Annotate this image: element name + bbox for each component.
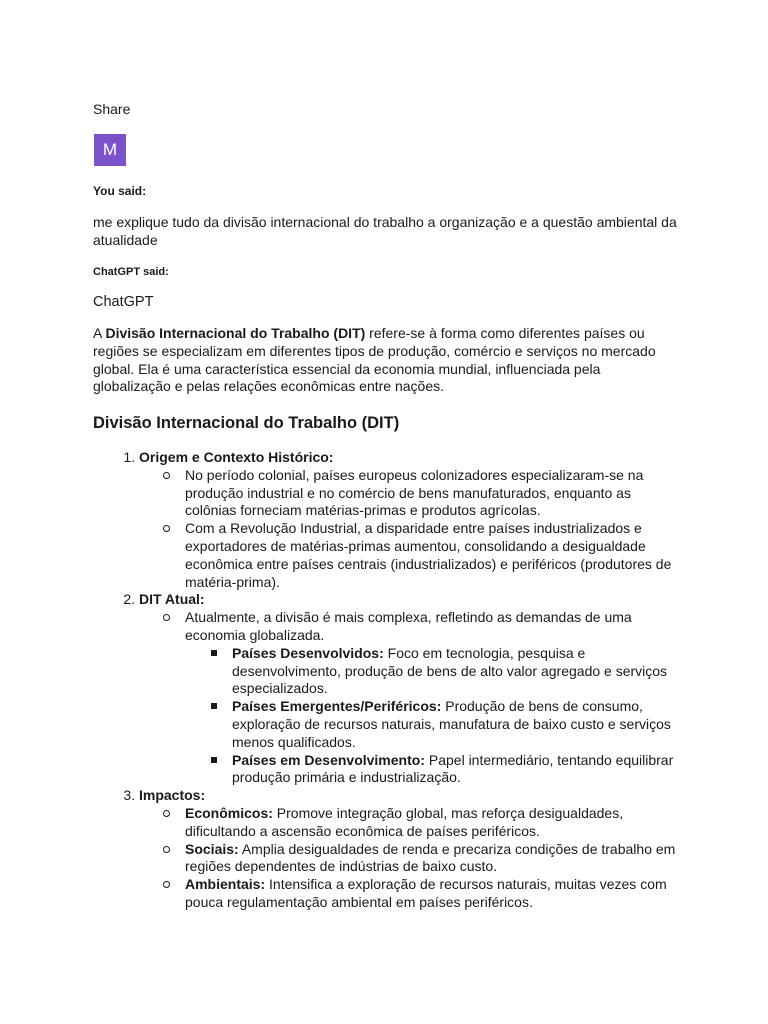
- list-item-bold: Ambientais:: [185, 876, 266, 893]
- chatgpt-said-label: ChatGPT said:: [93, 266, 169, 278]
- list-item: Com a Revolução Industrial, a disparidade entre países industrializados e exportadores de matérias-primas aumentou, consolidando a desigualdade econômica entre países centrais (industrializados) e periféricos (produtores de matéria-prima).: [185, 520, 683, 591]
- list-item-bold: Países Desenvolvidos:: [232, 644, 384, 661]
- sublist-origem: [139, 467, 683, 592]
- sublist-impactos: [139, 805, 683, 912]
- list-item-bold: Países Emergentes/Periféricos:: [232, 698, 442, 715]
- list-item: [232, 752, 683, 788]
- list-item-text: Amplia desigualdades de renda e precariza condições de trabalho em regiões dependentes de indústrias de baixo custo.: [185, 840, 676, 875]
- intro-pre: A: [93, 325, 106, 341]
- intro-post: refere-se à forma como diferentes países ou regiões se especializam em diferentes tipos de produção, comércio e serviços no mercado global. Ela é uma característica essencial da economia mundial, influenciada pela globalização e pelas relações econômicas entre nações.: [93, 325, 656, 395]
- you-said-label: You said:: [93, 184, 147, 198]
- list-item-text: Foco em tecnologia, pesquisa e desenvolvimento, produção de bens de alto valor agregado e serviços especializados.: [232, 644, 668, 697]
- chatgpt-name: ChatGPT: [93, 294, 154, 310]
- user-message: me explique tudo da divisão internacional do trabalho a organização e a questão ambiental da atualidade: [93, 214, 677, 248]
- list-item-bold: Países em Desenvolvimento:: [232, 751, 425, 768]
- list-item-text: Intensifica a exploração de recursos naturais, muitas vezes com pouca regulamentação ambiental em países periféricos.: [185, 876, 667, 910]
- intro-bold: Divisão Internacional do Trabalho (DIT): [105, 325, 366, 341]
- list-item-bold: Econômicos:: [185, 804, 273, 821]
- main-list-container: [93, 449, 683, 912]
- list-item: [232, 698, 683, 751]
- list-item-text: Promove integração global, mas reforça desigualdades, dificultando a ascensão econômica de países periféricos.: [185, 804, 624, 839]
- list-item: [185, 876, 683, 912]
- list-item: [185, 805, 683, 841]
- list-item-bold: Sociais:: [185, 840, 239, 857]
- list-item-text: Papel intermediário, tentando equilibrar produção primária e industrialização.: [232, 751, 674, 786]
- item-title-atual: DIT Atual:: [139, 591, 205, 608]
- list-item-text: Atualmente, a divisão é mais complexa, refletindo as demandas de uma economia globalizada.: [185, 609, 632, 643]
- item-title-origem: Origem e Contexto Histórico:: [139, 449, 334, 465]
- sublist-paises: [185, 645, 683, 787]
- list-item-impactos: [139, 787, 683, 912]
- list-item: [185, 841, 683, 877]
- main-list: [93, 449, 683, 912]
- share-link[interactable]: Share: [93, 101, 131, 117]
- list-item-origem: [139, 449, 683, 591]
- list-item-text: Produção de bens de consumo, exploração de recursos naturais, manufatura de baixo custo e serviços menos qualificados.: [232, 698, 671, 750]
- section-heading: Divisão Internacional do Trabalho (DIT): [93, 414, 400, 432]
- list-item: [232, 645, 683, 698]
- avatar: M: [94, 134, 126, 166]
- list-item: [185, 609, 683, 787]
- list-item: No período colonial, países europeus colonizadores especializaram-se na produção industrial e no comércio de bens manufaturados, enquanto as colônias forneciam matérias-primas e produtos agrícolas.: [185, 467, 683, 520]
- list-item-atual: [139, 591, 683, 787]
- sublist-atual: [139, 609, 683, 787]
- intro-paragraph: [93, 325, 678, 396]
- item-title-impactos: Impactos:: [139, 787, 206, 804]
